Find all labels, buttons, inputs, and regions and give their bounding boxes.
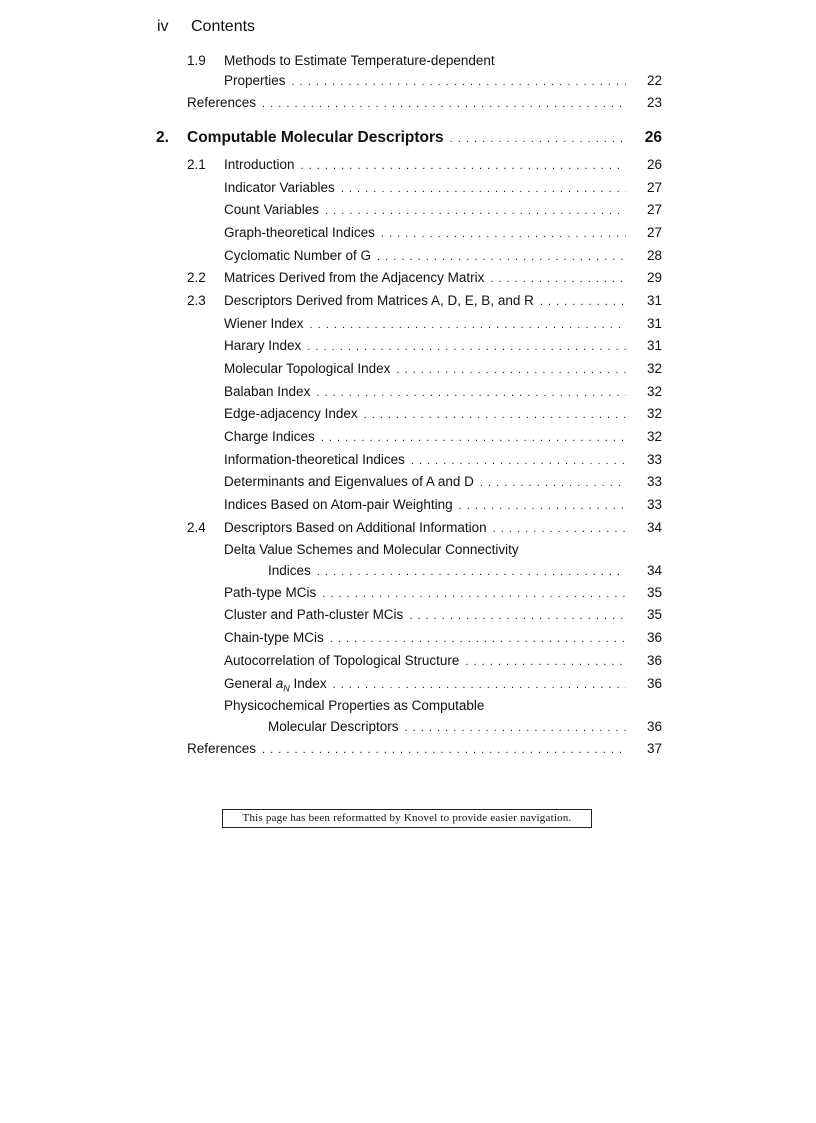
- dot-leader: [377, 248, 626, 266]
- entry-title: Graph-theoretical Indices: [224, 225, 375, 240]
- dot-leader: [333, 676, 626, 694]
- entry-title: Methods to Estimate Temperature-dependent: [224, 53, 495, 68]
- section-number: 2.2: [187, 270, 206, 285]
- dot-leader: [321, 429, 626, 447]
- page-ref: 32: [646, 406, 662, 421]
- entry-title: Wiener Index: [224, 316, 304, 331]
- page-ref: 29: [646, 270, 662, 285]
- dot-leader: [317, 563, 626, 581]
- entry-title: Cluster and Path-cluster MCis: [224, 607, 404, 622]
- section-number: 1.9: [187, 53, 206, 68]
- page-ref: 37: [646, 741, 662, 756]
- toc-entry-references-1[interactable]: [187, 94, 662, 113]
- entry-title: Charge Indices: [224, 429, 315, 444]
- entry-title: Molecular Topological Index: [224, 361, 391, 376]
- page-ref: 28: [646, 248, 662, 263]
- page-ref: 27: [646, 202, 662, 217]
- running-header: [157, 18, 255, 36]
- entry-title: Cyclomatic Number of G: [224, 248, 372, 263]
- chapter-number: 2.: [156, 129, 169, 146]
- toc-entry[interactable]: [224, 629, 662, 648]
- dot-leader: [411, 452, 626, 470]
- dot-leader: [322, 585, 626, 603]
- page-ref: 22: [646, 73, 662, 88]
- header-title: Contents: [191, 18, 256, 35]
- page-ref: 33: [646, 497, 662, 512]
- page-ref: 26: [644, 129, 662, 146]
- entry-title: Path-type MCis: [224, 585, 317, 600]
- page-ref: 35: [646, 585, 662, 600]
- dot-leader: [465, 653, 626, 671]
- page-ref: 31: [646, 338, 662, 353]
- entry-title: Indices Based on Atom-pair Weighting: [224, 497, 453, 512]
- toc-entry[interactable]: [224, 473, 662, 492]
- entry-title: Delta Value Schemes and Molecular Connectivity: [224, 542, 519, 557]
- page-ref: 26: [646, 157, 662, 172]
- entry-title: Indices: [268, 563, 311, 578]
- toc-entry[interactable]: [224, 383, 662, 402]
- toc-entry-references-2[interactable]: [187, 740, 662, 759]
- page-ref: 27: [646, 180, 662, 195]
- dot-leader: [493, 520, 626, 538]
- toc-entry-cont[interactable]: [268, 562, 662, 581]
- entry-title: References: [187, 741, 257, 756]
- toc-entry[interactable]: [224, 201, 662, 220]
- entry-title: Descriptors Based on Additional Information: [224, 520, 487, 535]
- page-ref: 33: [646, 452, 662, 467]
- toc-entry[interactable]: [224, 224, 662, 243]
- dot-leader: [341, 180, 626, 198]
- entry-title: Information-theoretical Indices: [224, 452, 405, 467]
- toc-entry-2-4[interactable]: [187, 519, 662, 538]
- entry-title: Introduction: [224, 157, 295, 172]
- entry-title: Molecular Descriptors: [268, 719, 399, 734]
- page-ref: 36: [646, 676, 662, 691]
- page-ref: 32: [646, 429, 662, 444]
- dot-leader: [325, 202, 626, 220]
- page-ref: 33: [646, 474, 662, 489]
- toc-entry[interactable]: [224, 179, 662, 198]
- dot-leader: [480, 474, 626, 492]
- toc-entry-1-9[interactable]: [187, 52, 495, 70]
- dot-leader: [292, 73, 626, 91]
- section-number: 2.3: [187, 293, 206, 308]
- entry-title: Autocorrelation of Topological Structure: [224, 653, 460, 668]
- page-number: iv: [157, 18, 169, 35]
- entry-title: Chain-type MCis: [224, 630, 324, 645]
- entry-title: Computable Molecular Descriptors: [187, 129, 444, 146]
- page-ref: 36: [646, 719, 662, 734]
- entry-title: Properties: [224, 73, 286, 88]
- entry-title: Count Variables: [224, 202, 320, 217]
- toc-entry-2-1[interactable]: [187, 156, 662, 175]
- section-number: 2.4: [187, 520, 206, 535]
- dot-leader: [405, 719, 626, 737]
- entry-title: References: [187, 95, 257, 110]
- dot-leader: [409, 607, 626, 625]
- toc-entry-2-2[interactable]: [187, 269, 662, 288]
- dot-leader: [459, 497, 626, 515]
- entry-title: Balaban Index: [224, 384, 311, 399]
- entry-title: Determinants and Eigenvalues of A and D: [224, 474, 474, 489]
- dot-leader: [262, 95, 626, 113]
- dot-leader: [490, 270, 626, 288]
- dot-leader: [381, 225, 626, 243]
- entry-title: Indicator Variables: [224, 180, 335, 195]
- knovel-notice: This page has been reformatted by Knovel to provide easier navigation.: [222, 809, 592, 828]
- dot-leader: [396, 361, 626, 379]
- toc-entry[interactable]: [224, 247, 662, 266]
- toc-entry-1-9-cont[interactable]: [224, 72, 662, 91]
- dot-leader: [316, 384, 626, 402]
- page-ref: 27: [646, 225, 662, 240]
- toc-entry[interactable]: [224, 405, 662, 424]
- toc-chapter-2[interactable]: [156, 129, 662, 148]
- dot-leader: [364, 406, 626, 424]
- entry-title: Harary Index: [224, 338, 302, 353]
- entry-title: Edge-adjacency Index: [224, 406, 358, 421]
- section-number: 2.1: [187, 157, 206, 172]
- toc-entry[interactable]: [224, 360, 662, 379]
- toc-entry[interactable]: [224, 315, 662, 334]
- page-ref: 31: [646, 293, 662, 308]
- toc-entry-2-3[interactable]: [187, 292, 662, 311]
- dot-leader: [310, 316, 626, 334]
- toc-entry[interactable]: [224, 675, 662, 698]
- dot-leader: [307, 338, 626, 356]
- toc-entry[interactable]: [224, 451, 662, 470]
- dot-leader: [301, 157, 626, 175]
- page-ref: 32: [646, 384, 662, 399]
- entry-title: General $a_N$ Index: [224, 676, 327, 694]
- page-ref: 36: [646, 630, 662, 645]
- page-ref: 34: [646, 563, 662, 578]
- page-ref: 35: [646, 607, 662, 622]
- toc-entry[interactable]: [224, 697, 484, 715]
- page-ref: 36: [646, 653, 662, 668]
- page-ref: 34: [646, 520, 662, 535]
- page-ref: 31: [646, 316, 662, 331]
- dot-leader: [450, 130, 626, 148]
- toc-entry[interactable]: [224, 337, 662, 356]
- toc-entry[interactable]: [224, 606, 662, 625]
- toc-entry[interactable]: [224, 496, 662, 515]
- toc-entry-cont[interactable]: [268, 718, 662, 737]
- dot-leader: [330, 630, 626, 648]
- toc-entry[interactable]: [224, 541, 519, 559]
- entry-title: Descriptors Derived from Matrices A, D, E, B, and R: [224, 293, 534, 308]
- entry-title: Physicochemical Properties as Computable: [224, 698, 485, 713]
- toc-entry[interactable]: [224, 652, 662, 671]
- toc-entry[interactable]: [224, 584, 662, 603]
- toc-entry[interactable]: [224, 428, 662, 447]
- dot-leader: [540, 293, 626, 311]
- entry-title: Matrices Derived from the Adjacency Matrix: [224, 270, 485, 285]
- page-ref: 32: [646, 361, 662, 376]
- page-ref: 23: [646, 95, 662, 110]
- dot-leader: [262, 741, 626, 759]
